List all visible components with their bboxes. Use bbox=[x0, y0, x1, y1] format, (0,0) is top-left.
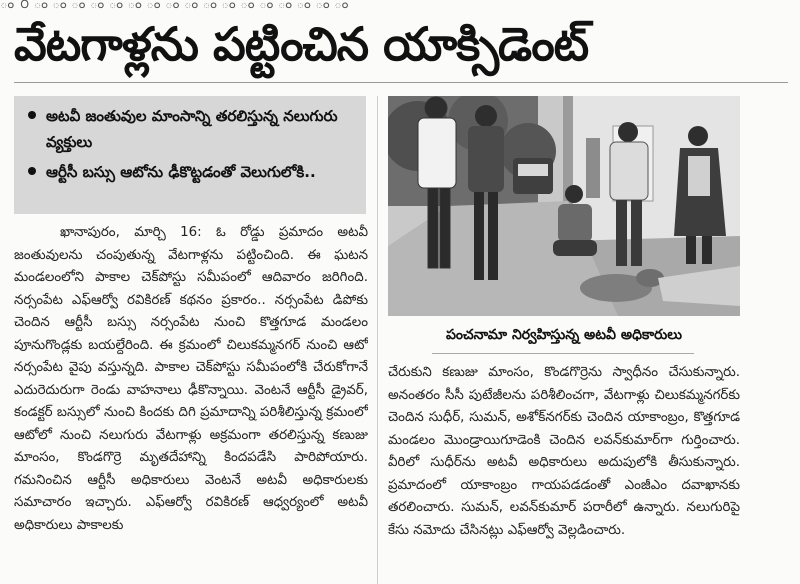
headline-divider bbox=[14, 82, 788, 83]
article-body-column-1: ఖానాపురం, మార్చి 16: ఓ రోడ్డు ప్రమాదం అటవీ జంతువులను చంపుతున్న వేటగాళ్లను పట్టించింది. ఈ ఘటన మండలంలోని పాకాల చెక్‌పోస్టు సమీపంలో ఆదివారం జరిగింది. నర్సంపేట ఎఫ్‌ఆర్వో రవికిరణ్ కథనం ప్రకారం.. నర్సంపేట డిపోకు చెందిన ఆర్టీసీ బస్సు నర్సంపేట నుంచి కొత్తగూడ మండలం పూనుగొండ్లకు బయల్దేరింది. ఈ క్రమంలో చిలుకమ్మనగర్ నుంచి ఆటో నర్సంపేట వైపు వస్తున్నది. పాకాల చెక్‌పోస్టు సమీపంలోకి చేరుకోగానే ఎదురెదురుగా రెండు వాహనాలు ఢీకొన్నాయి. వెంటనే ఆర్టీసీ డ్రైవర్, కండక్టర్ బస్సులో నుంచి కిందకు దిగి ప్రమాదాన్ని పరిశీలిస్తున్న క్రమంలో ఆటోలో నుంచి నలుగురు వేటగాళ్లు అక్రమంగా తరలిస్తున్న కణుజు మాంసం, కొండగొర్రె మృతదేహాన్ని కిందపడేసి పారిపోయారు. గమనించిన ఆర్టీసీ అధికారులు వెంటనే అటవీ అధికారులకు సమాచారం ఇచ్చారు. ఎఫ్‌ఆర్వో రవికిరణ్ ఆధ్వర్యంలో అటవీ అధికారులు పాకాలకు bbox=[14, 225, 368, 533]
bullet-icon bbox=[28, 167, 36, 175]
highlight-text: ఆర్టీసీ బస్సు ఆటోను ఢీకొట్టడంతో వెలుగులోకి.. bbox=[46, 163, 316, 181]
photo-caption: పంచనామా నిర్వహిస్తున్న అటవీ అధికారులు bbox=[445, 327, 683, 343]
column-divider bbox=[377, 96, 378, 584]
highlight-item bbox=[28, 103, 358, 155]
highlight-text: అటవీ జంతువుల మాంసాన్ని తరలిస్తున్న నలుగురు వ్యక్తులు bbox=[46, 107, 338, 151]
highlight-item bbox=[28, 159, 358, 185]
highlights-box bbox=[14, 96, 366, 214]
previous-article-cutoff: ం ౦ ం ం ం ం ం ం ం ం ం ం ం ం ం ం ం ం ం bbox=[0, 0, 350, 9]
article-headline: వేటగాళ్లను పట్టించిన యాక్సిడెంట్ bbox=[14, 17, 589, 71]
bullet-icon bbox=[28, 111, 36, 119]
article-body-column-2: చేరుకుని కణుజు మాంసం, కొండగొర్రెను స్వాధీనం చేసుకున్నారు. అనంతరం సీసీ పుటేజీలను పరిశీలించగా, వేటగాళ్లు చిలుకమ్మనగర్‌కు చెందిన సుధీర్, సుమన్, అశోక్‌నగర్‌కు చెందిన యాకాంబ్రం, కొత్తగూడ మండలం మొండ్రాయిగూడెంకి చెందిన లవన్‌కుమార్‌గా గుర్తించారు. వీరిలో సుధీర్‌ను అటవీ అధికారులు అదుపులోకి తీసుకున్నారు. ప్రమాదంలో యాకాంబ్రం గాయపడడంతో ఎంజీఎం దవాఖానకు తరలించారు. సుమన్, లవన్‌కుమార్ పరారీలో ఉన్నారు. నలుగురిపై కేసు నమోదు చేసినట్లు ఎఫ్‌ఆర్వో వెల్లడించారు. bbox=[388, 365, 740, 538]
caption-divider bbox=[432, 353, 694, 354]
news-photo-illustration bbox=[388, 96, 740, 316]
news-photo bbox=[388, 96, 740, 316]
